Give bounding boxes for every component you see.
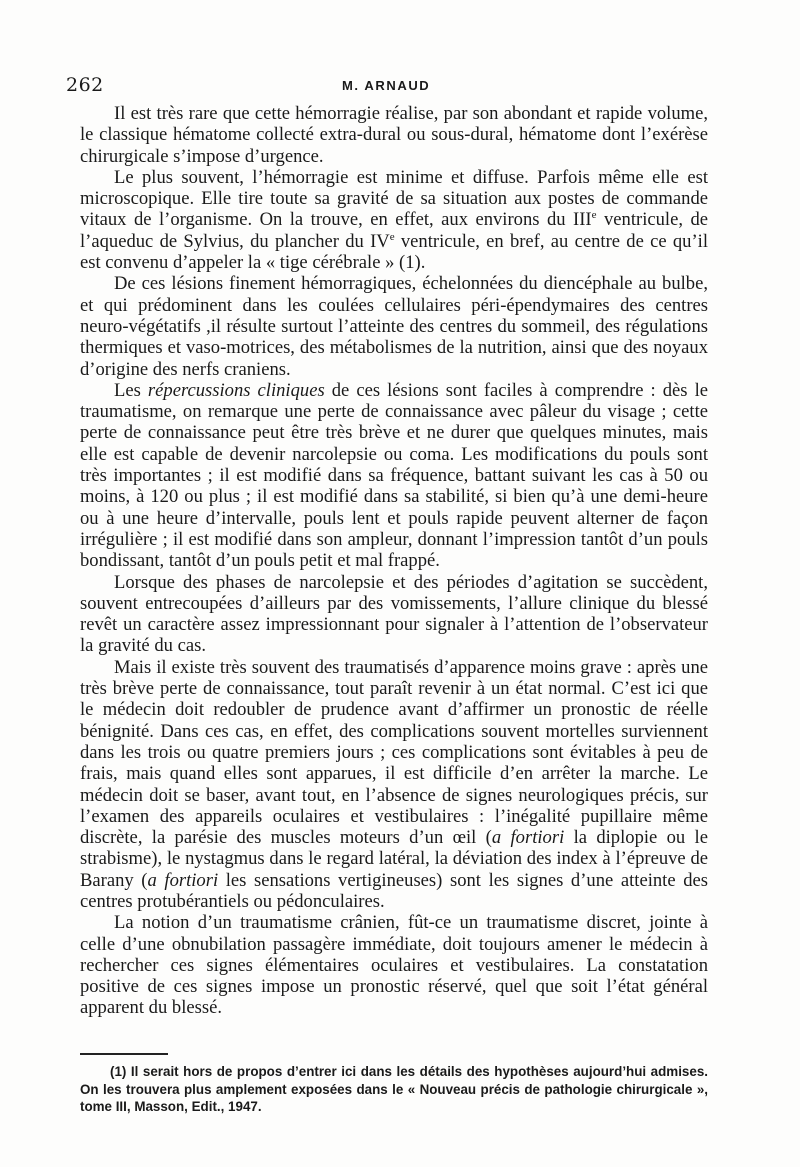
footnote-divider [80, 1053, 168, 1055]
running-head-author: M. ARNAUD [342, 78, 431, 93]
paragraph-4-lead: Les [114, 379, 148, 401]
paragraph-2 [80, 167, 708, 273]
paragraph-1 [80, 103, 708, 167]
paragraph-6-text: Mais il existe très souvent des traumatisés d’apparence moins grave : après une très brève perte de connaissance, tout paraît revenir à un état normal. C’est ici que le médecin doit redoubler de prudence avant d’affirmer un pronostic de réelle bénignité. Dans ces cas, en effet, des complications souvent mortelles surviennent dans les trois ou quatre premiers jours ; ces complications sont évitables à peu de frais, mais quand elles sont apparues, il est difficile d’en arrêter la marche. Le médecin doit se baser, avant tout, en l’absence de signes neurologiques précis, sur l’examen des appareils oculaires et vestibulaires : l’inégalité pupillaire même discrète, la parésie des muscles moteurs d’un œil ( [80, 656, 708, 849]
paragraph-1-text: Il est très rare que cette hémorragie réalise, par son abondant et rapide volume, le classique hématome collecté extra-dural ou sous-dural, hématome dont l’exérèse chirurgicale s’impose d’urgence. [80, 103, 708, 167]
paragraph-5 [80, 572, 708, 657]
paragraph-4 [80, 380, 708, 572]
footnote: (1) Il serait hors de propos d’entrer ici dans les détails des hypothèses aujourd’hui admises. On les trouvera plus amplement exposées dans le « Nouveau précis de pathologie chirurgicale », tome III, Masson, Edit., 1947. [80, 1064, 708, 1114]
paragraph-7 [80, 912, 708, 1018]
paragraph-4-text: de ces lésions sont faciles à comprendre : dès le traumatisme, on remarque une perte de connaissance avec pâleur du visage ; cette perte de connaissance peut être très brève et ne durer que quelques minutes, mais elle est capable de devenir narcolepsie ou coma. Les modifications du pouls sont très importantes ; il est modifié dans sa fréquence, battant suivant les cas à 50 ou moins, à 120 ou plus ; il est modifié dans sa stabilité, si bien qu’à une demi-heure ou à une heure d’intervalle, pouls lent et pouls rapide peuvent alterner de façon irrégulière ; il est modifié dans son ampleur, donnant l’impression tantôt d’un pouls bondissant, tantôt d’un pouls petit et mal frappé. [80, 379, 709, 572]
page-number: 262 [66, 74, 104, 96]
paragraph-3-text: De ces lésions finement hémorragiques, échelonnées du diencéphale au bulbe, et qui prédominent dans les coulées cellulaires péri-épendymaires des centres neuro-végétatifs ,il résulte surtout l’atteinte des centres du sommeil, des régulations thermiques et vaso-motrices, des métabolismes de la nutrition, ainsi que des noyaux d’origine des nerfs craniens. [80, 273, 708, 380]
paragraph-6-text-3: les sensations vertigineuses) sont les signes d’une atteinte des centres protubérantiels ou pédonculaires. [80, 869, 708, 912]
paragraph-2-text-3: ventricule, en bref, au centre de ce qu’il est convenu d’appeler la « tige cérébrale » (1). [80, 230, 708, 274]
paragraph-3 [80, 273, 708, 379]
body-text [80, 103, 708, 1019]
paragraph-6-text-2: la diplopie ou le strabisme), le nystagmus dans le regard latéral, la déviation des index à l’épreuve de Barany ( [80, 827, 708, 891]
italic-term: a fortiori [147, 869, 219, 891]
paragraph-2-text: Le plus souvent, l’hémorragie est minime et diffuse. Parfois même elle est microscopique. Elle tire toute sa gravité de sa situation aux postes de commande vitaux de l’organisme. On la trouve, en effet, aux environs du III [80, 166, 708, 231]
paragraph-2-text-2: ventricule, de l’aqueduc de Sylvius, du plancher du IV [80, 209, 708, 252]
paragraph-5-text: Lorsque des phases de narcolepsie et des périodes d’agitation se succèdent, souvent entrecoupées d’ailleurs par des vomissements, l’allure clinique du blessé revêt un caractère assez impressionnant pour signaler à l’attention de l’observateur la gravité du cas. [80, 571, 708, 657]
paragraph-7-text: La notion d’un traumatisme crânien, fût-ce un traumatisme discret, jointe à celle d’une obnubilation passagère immédiate, doit toujours amener le médecin à rechercher ces signes élémentaires oculaires et vestibulaires. La constatation positive de ces signes impose un pronostic réservé, quel que soit l’état général apparent du blessé. [80, 912, 708, 1019]
superscript-e: e [591, 209, 597, 222]
italic-term: a fortiori [491, 827, 565, 849]
italic-term: répercussions cliniques [147, 379, 325, 401]
page-header [66, 74, 734, 98]
paragraph-6 [80, 657, 708, 913]
superscript-e: e [389, 230, 395, 243]
